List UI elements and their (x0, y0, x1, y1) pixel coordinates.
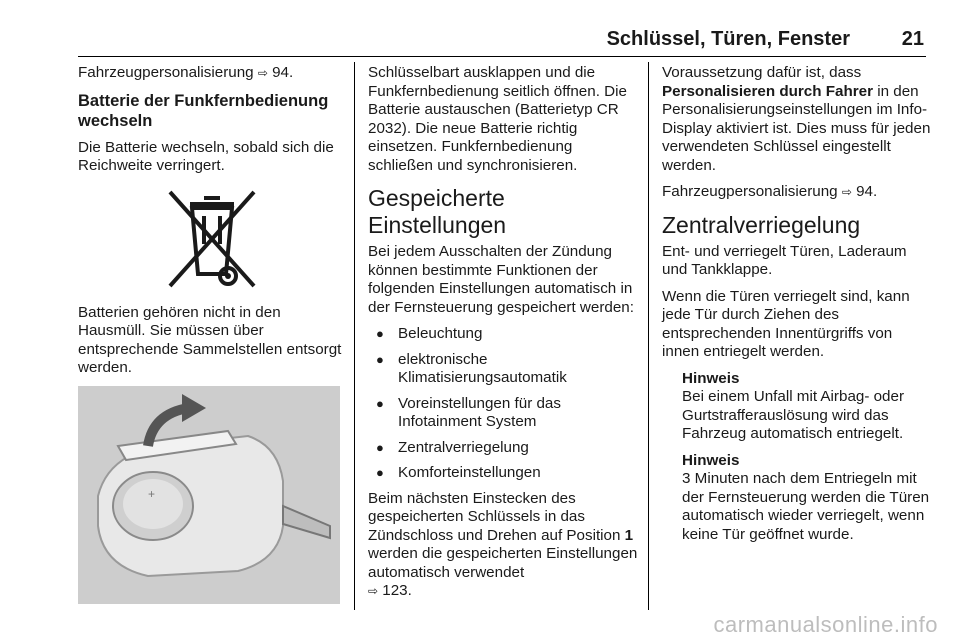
section-heading-stored-settings: Gespeicherte Einstellungen (368, 185, 507, 238)
text: in den Personalisierungseinstellungen im Info-Display aktiviert ist. Dies muss für jeden verwendeten Schlüssel eingestellt werden. (662, 82, 931, 174)
section-heading-central-locking: Zentralverriegelung (662, 211, 861, 238)
note-title: Hinweis (682, 451, 740, 469)
ref-page: 123. (378, 582, 412, 599)
list-item: ● Komforteinstellungen (368, 464, 638, 483)
svg-text:+: + (148, 486, 156, 501)
text: werden die gespeicherten Einstellungen automatisch verwendet (368, 545, 638, 581)
column-1 (78, 64, 346, 604)
chapter-title: Schlüssel, Türen, Fenster (606, 28, 850, 50)
ref-text: Fahrzeugpersonalisierung (662, 183, 842, 200)
text: Beim nächsten Einstecken des gespeicherten Schlüssels in das Zündschloss und Drehen auf Position (368, 489, 625, 544)
settings-list (368, 325, 638, 483)
crossed-bin-icon (162, 184, 262, 294)
paragraph: Ent- und verriegelt Türen, Laderaum und Tankklappe. (662, 242, 907, 278)
section-heading-battery: Batterie der Funkfernbedienung wechseln (78, 91, 329, 130)
position-label: 1 (624, 526, 634, 544)
list-item: ● Beleuchtung (368, 325, 638, 344)
header-rule (78, 56, 926, 57)
paragraph: Bei jedem Ausschalten der Zündung können bestimmte Funktionen der folgenden Einstellungen automatisch in der Fernsteuerung gespeichert werden: (368, 243, 634, 316)
column-divider (354, 62, 355, 610)
setting-name: Personalisieren durch Fahrer (662, 82, 874, 100)
paragraph (368, 490, 638, 601)
arrow-ref-icon: ⇨ (257, 66, 268, 80)
note-text: 3 Minuten nach dem Entriegeln mit der Fernsteuerung werden die Türen automatisch wieder verriegelt, wenn keine Tür geöffnet wurde. (682, 470, 930, 543)
cross-reference (662, 183, 932, 202)
note-title: Hinweis (682, 369, 740, 387)
watermark: carmanualsonline.info (713, 612, 938, 637)
arrow-ref-icon: ⇨ (368, 584, 379, 598)
ref-text: Fahrzeugpersonalisierung (78, 64, 258, 81)
list-item: ● Voreinstellungen für das Infotainment System (368, 395, 638, 432)
page-header (0, 0, 960, 60)
arrow-ref-icon: ⇨ (841, 185, 852, 199)
page-number: 21 (901, 28, 924, 50)
text: Voraussetzung dafür ist, dass (662, 64, 862, 81)
note-text: Bei einem Unfall mit Airbag- oder Gurtstrafferauslösung wird das Fahrzeug automatisch entriegelt. (682, 388, 905, 442)
cross-reference (78, 64, 346, 83)
paragraph (662, 64, 932, 175)
list-item: ● Zentralverriegelung (368, 439, 638, 458)
ref-page: 94. (267, 64, 294, 81)
paragraph: Die Batterie wechseln, sobald sich die Reichweite verringert. (78, 138, 334, 174)
paragraph: Wenn die Türen verriegelt sind, kann jede Tür durch Ziehen des entsprechenden Innentürgriffs von innen entriegelt werden. (662, 287, 910, 360)
note-box (662, 370, 932, 545)
column-divider (648, 62, 649, 610)
column-2 (368, 64, 638, 609)
column-3 (662, 64, 932, 552)
paragraph: Batterien gehören nicht in den Hausmüll. Sie müssen über entsprechende Sammelstellen entsorgt werden. (78, 303, 342, 376)
key-battery-photo (78, 386, 340, 604)
list-item: ● elektronische Klimatisierungsautomatik (368, 351, 638, 388)
ref-page: 94. (851, 183, 878, 200)
paragraph: Schlüsselbart ausklappen und die Funkfernbedienung seitlich öffnen. Die Batterie austauschen (Batterietyp CR 2032). Die neue Batterie richtig einsetzen. Funkfernbedienung schließen und synchronisieren. (368, 64, 627, 174)
